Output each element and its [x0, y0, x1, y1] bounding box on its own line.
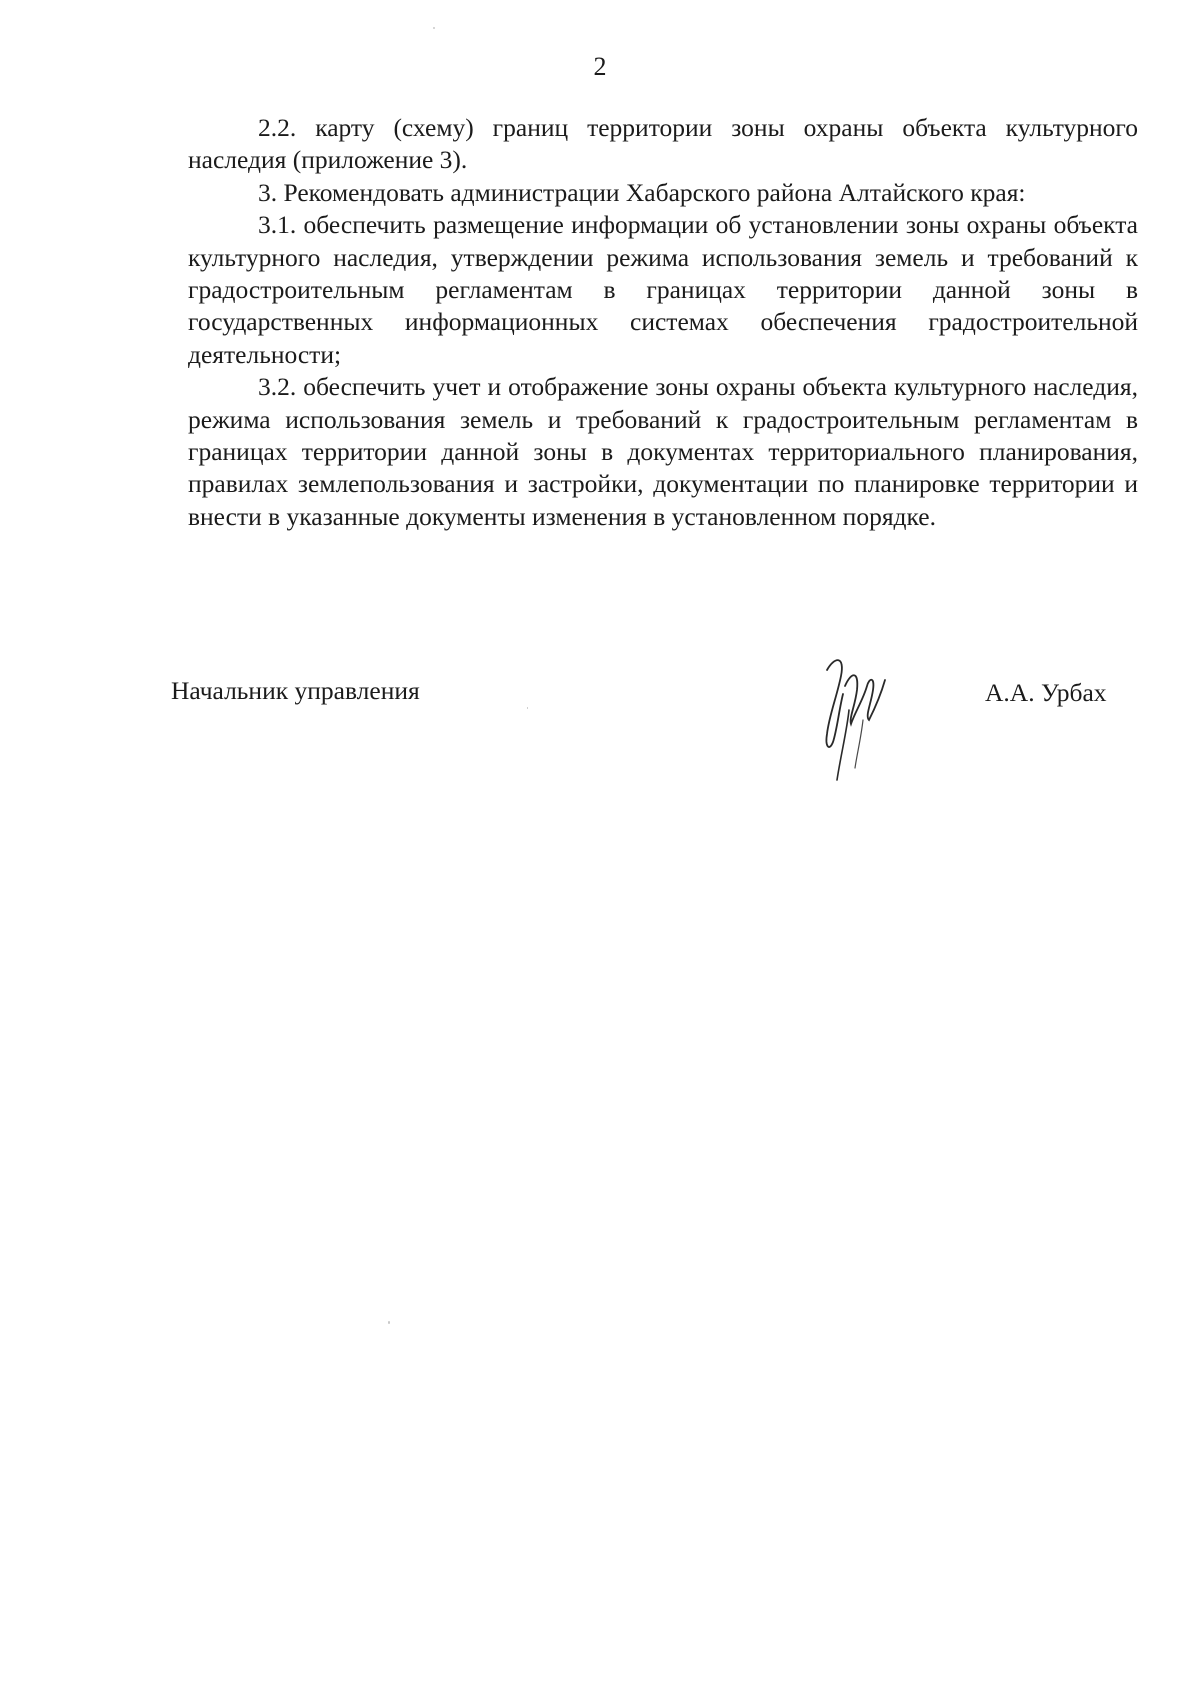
scan-speck: [388, 1321, 390, 1324]
page-number: 2: [593, 52, 607, 81]
document-body: [188, 112, 1138, 533]
signer-name: А.А. Урбах: [985, 678, 1107, 707]
paragraph-3-1: 3.1. обеспечить размещение информации об установлении зоны охраны объекта культурного наследия, утверждении режима использования земель и требований к градостроительным регламентам в границах территории данной зоны в государственных информационных системах обеспечения градостроительной деятельности;: [188, 210, 1138, 369]
paragraph-3-2: 3.2. обеспечить учет и отображение зоны охраны объекта культурного наследия, режима использования земель и требований к градостроительным регламентам в границах территории данной зоны в документах территориального планирования, правилах землепользования и застройки, документации по планировке территории и внести в указанные документы изменения в установленном порядке.: [188, 372, 1138, 531]
scan-speck: [433, 27, 435, 29]
signature-block: [0, 650, 1200, 790]
paragraph-2-2: 2.2. карту (схему) границ территории зоны охраны объекта культурного наследия (приложение 3).: [188, 113, 1138, 175]
handwritten-signature: [805, 650, 915, 785]
paragraph-3: 3. Рекомендовать администрации Хабарского района Алтайского края:: [258, 177, 1026, 207]
signer-position: Начальник управления: [171, 676, 420, 705]
